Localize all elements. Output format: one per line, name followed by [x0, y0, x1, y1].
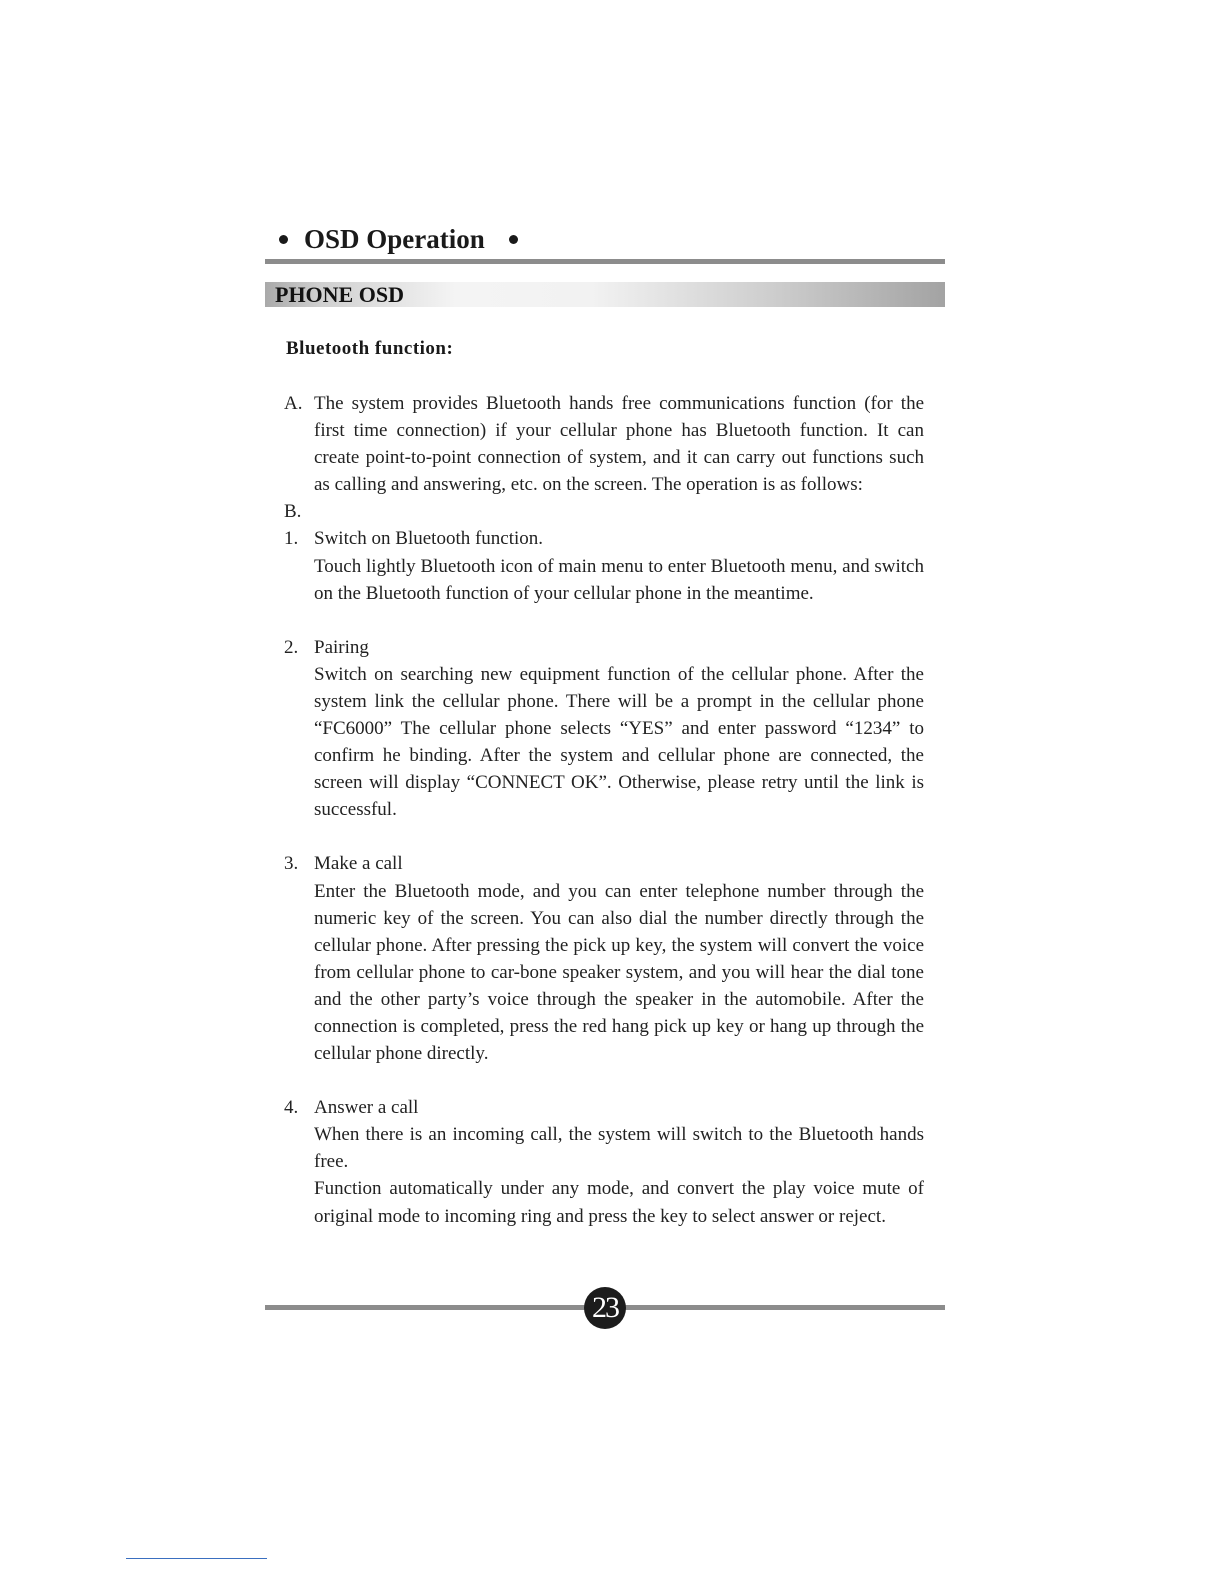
bullet-icon	[509, 235, 518, 244]
item-marker: B.	[284, 501, 302, 523]
item-paragraph: When there is an incoming call, the system will switch to the Bluetooth hands free.	[314, 1124, 924, 1173]
list-item	[284, 850, 924, 1067]
header-title-text: OSD Operation	[304, 224, 485, 254]
page-header	[265, 224, 945, 264]
item-paragraph: Touch lightly Bluetooth icon of main menu to enter Bluetooth menu, and switch on the Bluetooth function of your cellular phone in the meantime.	[314, 555, 924, 604]
item-paragraph: Enter the Bluetooth mode, and you can enter telephone number through the numeric key of the screen. You can also dial the number directly through the cellular phone. After pressing the pick up key, the system will convert the voice from cellular phone to car-bone speaker system, and you will hear the dial tone and the other party’s voice through the speaker in the automobile. After the connection is completed, press the red hang pick up key or hang up through the cellular phone directly.	[314, 880, 924, 1065]
page-number-badge: 23	[584, 1287, 626, 1329]
list-item	[284, 525, 924, 606]
item-title: Pairing	[314, 636, 369, 658]
item-title: Make a call	[314, 853, 403, 875]
item-title: Answer a call	[314, 1097, 419, 1119]
item-marker: 2.	[284, 636, 299, 658]
item-marker: A.	[284, 393, 303, 414]
item-marker: 3.	[284, 853, 299, 875]
corner-rule	[126, 1558, 267, 1559]
item-paragraph: Switch on searching new equipment function of the cellular phone. After the system link the cellular phone. There will be a prompt in the cellular phone “FC6000” The cellular phone selects “YES” and enter password “1234” to confirm he binding. After the system and cellular phone are connected, the screen will display “CONNECT OK”. Otherwise, please retry until the link is successful.	[314, 663, 924, 821]
item-paragraph: The system provides Bluetooth hands free communications function (for the first time connection) if your cellular phone has Bluetooth function. It can create point-to-point connection of system, and it can carry out functions such as calling and answering, etc. on the screen. The operation is as follows:	[314, 393, 924, 496]
subheading: Bluetooth function:	[286, 338, 454, 359]
list-item	[284, 634, 924, 824]
item-marker: 4.	[284, 1097, 299, 1119]
list-item	[284, 1094, 924, 1229]
section-bar	[265, 282, 945, 307]
list-item	[284, 390, 924, 498]
header-divider	[265, 259, 945, 264]
item-title: Switch on Bluetooth function.	[314, 528, 544, 550]
header-title	[265, 224, 534, 255]
item-marker: 1.	[284, 528, 299, 550]
list-item	[284, 498, 924, 525]
content-body	[284, 390, 924, 1230]
bullet-icon	[279, 235, 288, 244]
section-title: PHONE OSD	[275, 282, 404, 307]
item-paragraph: Function automatically under any mode, and convert the play voice mute of original mode to incoming ring and press the key to select answer or reject.	[314, 1178, 924, 1227]
